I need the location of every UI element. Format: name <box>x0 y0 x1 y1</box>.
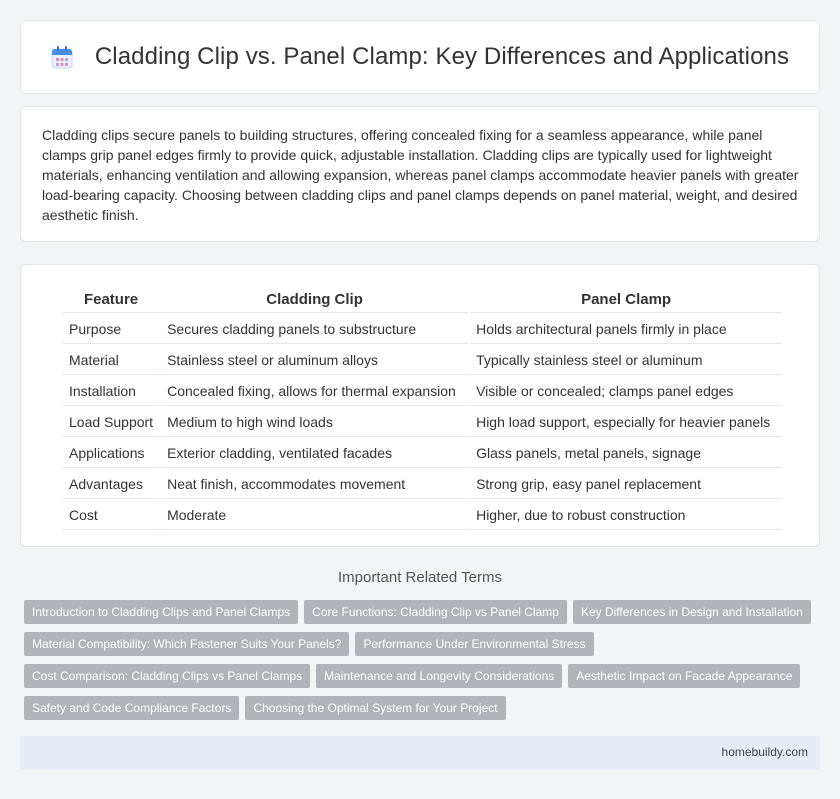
related-term-tag[interactable]: Key Differences in Design and Installation <box>573 600 811 624</box>
related-term-tag[interactable]: Core Functions: Cladding Clip vs Panel Clamp <box>304 600 567 624</box>
footer-site-name: homebuildy.com <box>721 745 808 759</box>
related-term-tag[interactable]: Cost Comparison: Cladding Clips vs Panel Clamps <box>24 664 310 688</box>
table-row <box>63 346 782 375</box>
row-panel-clamp: Typically stainless steel or aluminum <box>470 346 782 375</box>
row-feature: Purpose <box>63 315 159 344</box>
row-cladding-clip: Stainless steel or aluminum alloys <box>161 346 468 375</box>
row-cladding-clip: Concealed fixing, allows for thermal expansion <box>161 377 468 406</box>
row-panel-clamp: Visible or concealed; clamps panel edges <box>470 377 782 406</box>
row-cladding-clip: Secures cladding panels to substructure <box>161 315 468 344</box>
row-feature: Cost <box>63 501 159 530</box>
table-row <box>63 408 782 437</box>
row-cladding-clip: Exterior cladding, ventilated facades <box>161 439 468 468</box>
table-row <box>63 439 782 468</box>
row-cladding-clip: Neat finish, accommodates movement <box>161 470 468 499</box>
row-panel-clamp: Holds architectural panels firmly in place <box>470 315 782 344</box>
table-header-row <box>63 287 782 313</box>
related-term-tag[interactable]: Aesthetic Impact on Facade Appearance <box>568 664 800 688</box>
table-row <box>63 315 782 344</box>
intro-card <box>20 106 820 242</box>
calendar-icon <box>51 45 73 69</box>
related-terms-title: Important Related Terms <box>338 569 502 586</box>
related-terms-list <box>24 600 824 728</box>
row-cladding-clip: Moderate <box>161 501 468 530</box>
row-cladding-clip: Medium to high wind loads <box>161 408 468 437</box>
footer <box>20 736 820 769</box>
row-panel-clamp: High load support, especially for heavier panels <box>470 408 782 437</box>
row-feature: Advantages <box>63 470 159 499</box>
header-cladding-clip: Cladding Clip <box>161 287 468 313</box>
row-panel-clamp: Strong grip, easy panel replacement <box>470 470 782 499</box>
intro-paragraph: Cladding clips secure panels to building structures, offering concealed fixing for a seamless appearance, while panel clamps grip panel edges firmly to provide quick, adjustable installation. Cladding clips are typically used for lightweight materials, enhancing ventilation and allowing expansion, whereas panel clamps accommodate heavier panels with greater load-bearing capacity. Choosing between cladding clips and panel clamps depends on panel material, weight, and desired aesthetic finish. <box>42 127 799 223</box>
related-term-tag[interactable]: Maintenance and Longevity Considerations <box>316 664 562 688</box>
related-term-tag[interactable]: Choosing the Optimal System for Your Project <box>245 696 505 720</box>
row-feature: Material <box>63 346 159 375</box>
row-feature: Load Support <box>63 408 159 437</box>
table-row <box>63 377 782 406</box>
comparison-table <box>61 285 784 532</box>
table-row <box>63 470 782 499</box>
header-card <box>20 20 820 94</box>
row-feature: Applications <box>63 439 159 468</box>
header-panel-clamp: Panel Clamp <box>470 287 782 313</box>
related-term-tag[interactable]: Performance Under Environmental Stress <box>355 632 593 656</box>
row-panel-clamp: Glass panels, metal panels, signage <box>470 439 782 468</box>
header-feature: Feature <box>63 287 159 313</box>
related-term-tag[interactable]: Introduction to Cladding Clips and Panel Clamps <box>24 600 298 624</box>
page-title: Cladding Clip vs. Panel Clamp: Key Differences and Applications <box>94 43 790 70</box>
row-feature: Installation <box>63 377 159 406</box>
related-term-tag[interactable]: Material Compatibility: Which Fastener Suits Your Panels? <box>24 632 349 656</box>
related-term-tag[interactable]: Safety and Code Compliance Factors <box>24 696 239 720</box>
comparison-card <box>20 264 820 547</box>
table-row <box>63 501 782 530</box>
row-panel-clamp: Higher, due to robust construction <box>470 501 782 530</box>
